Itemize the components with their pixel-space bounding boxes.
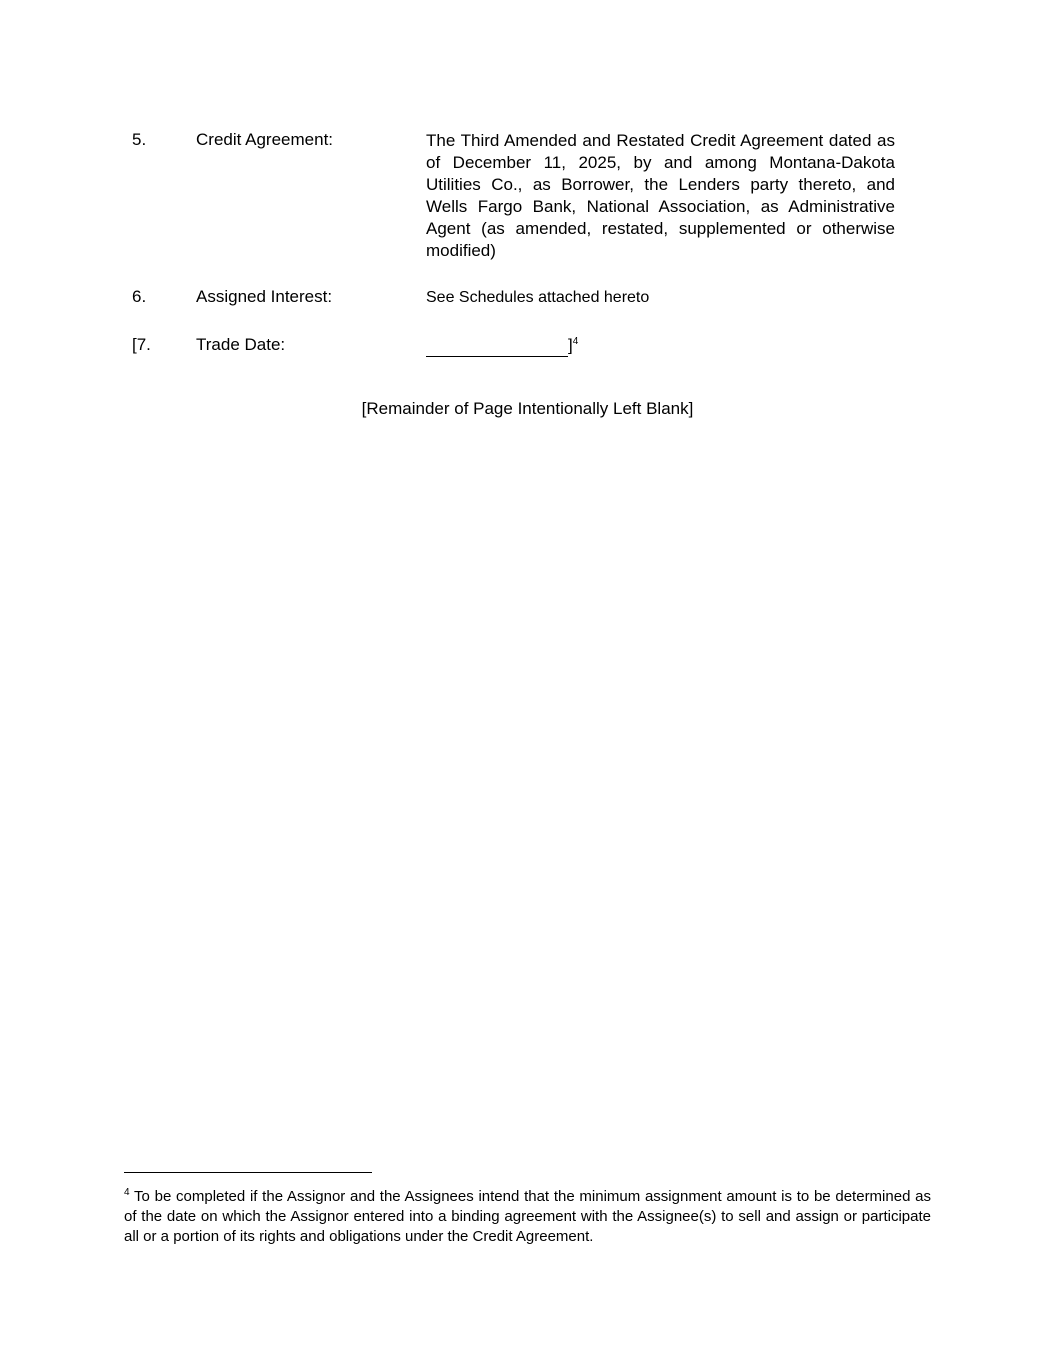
item-number: 5. xyxy=(132,130,147,149)
footnote-text: To be completed if the Assignor and the Assignees intend that the minimum assignment amount is to be determined as of the date on which the Assignor entered into a binding agreement with the Assignee(s) to sell and assign or participate all or a portion of its rights and obligations under the Credit Agreement. xyxy=(124,1188,931,1245)
bracket: ] xyxy=(568,335,573,355)
footnote-ref: 4 xyxy=(572,336,579,347)
footnote xyxy=(124,1183,931,1247)
item-value: The Third Amended and Restated Credit Agreement dated as of December 11, 2025, by and among Montana-Dakota Utilities Co., as Borrower, the Lenders party thereto, and Wells Fargo Bank, National Association, as Administrative Agent (as amended, restated, supplemented or otherwise modified) xyxy=(426,131,895,260)
footnote-marker: 4 xyxy=(124,1187,130,1198)
remainder-note: [Remainder of Page Intentionally Left Blank] xyxy=(361,399,694,418)
item-label: Assigned Interest: xyxy=(196,287,333,306)
blank-line xyxy=(426,338,568,357)
trade-date-field xyxy=(426,331,895,357)
item-number: 6. xyxy=(132,287,147,306)
item-value: See Schedules attached hereto xyxy=(426,289,650,306)
item-label: Trade Date: xyxy=(196,335,286,354)
footnote-divider xyxy=(124,1172,372,1173)
item-label: Credit Agreement: xyxy=(196,130,334,149)
item-number: [7. xyxy=(132,335,151,354)
